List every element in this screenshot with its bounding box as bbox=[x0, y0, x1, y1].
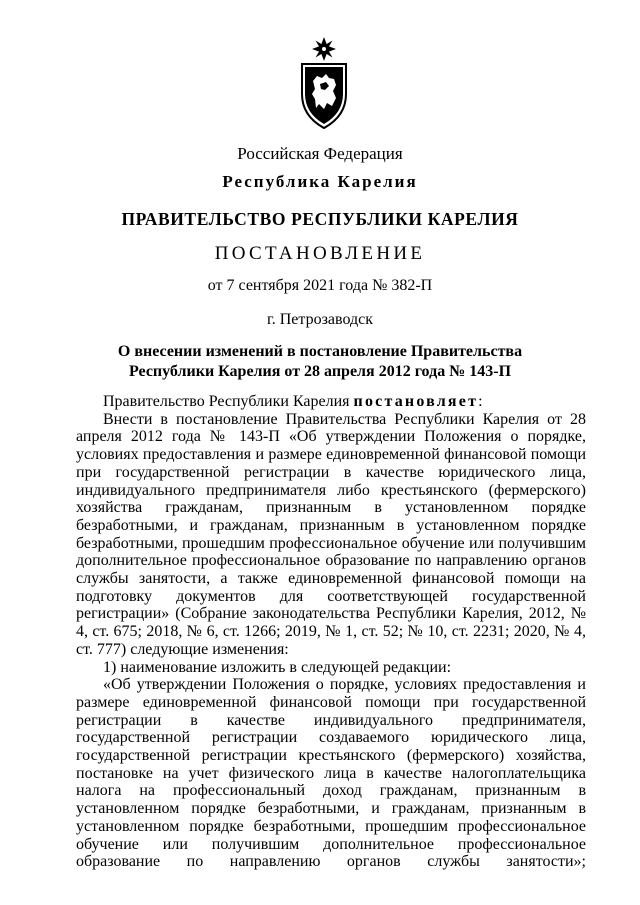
country-name: Российская Федерация bbox=[237, 144, 403, 163]
intro-suffix: : bbox=[478, 393, 483, 410]
intro-prefix: Правительство Республики Карелия bbox=[103, 393, 354, 410]
item-1: 1) наименование изложить в следующей редакции: bbox=[103, 658, 452, 676]
title-line-2: Республики Карелия от 28 апреля 2012 года № 143-П bbox=[128, 362, 512, 380]
intro-action: постановляет bbox=[353, 393, 479, 410]
karelia-coat-of-arms-icon bbox=[298, 36, 350, 131]
document-type: ПОСТАНОВЛЕНИЕ bbox=[214, 243, 426, 264]
intro-paragraph bbox=[76, 393, 586, 411]
title-line-1: О внесении изменений в постановление Правительства bbox=[117, 343, 523, 360]
republic-name: Республика Карелия bbox=[222, 172, 418, 191]
main-paragraph: Внести в постановление Правительства Республики Карелия от 28 апреля 2012 года № 143-П «Об утверждении Положения о порядке, условиях предоставления и размере единовременной финансовой помощи при государственной регистрации в качестве юридического лица, индивидуального предпринимателя либо крестьянского (фермерского) хозяйства гражданам, признанным в установленном порядке безработными, и гражданам, признанным в установленном порядке безработными, прошедшим профессиональное обучение или получившим дополнительное профессиональное образование по направлению органов службы занятости, а также единовременной финансовой помощи на подготовку документов для соответствующей государственной регистрации» (Собрание законодательства Республики Карелия, 2012, № 4, ст. 675; 2018, № 6, ст. 1266; 2019, № 1, ст. 52; № 10, ст. 2231; 2020, № 4, ст. 777) следующие изменения: bbox=[76, 410, 586, 658]
city-line: г. Петрозаводск bbox=[266, 311, 374, 328]
quoted-title: «Об утверждении Положения о порядке, условиях предоставления и размере единовременной финансовой помощи при государственной регистрации в качестве индивидуального предпринимателя, государственной регистрации создаваемого юридического лица, государственной регистрации крестьянского (фермерского) хозяйства, постановке на учет физического лица в качестве налогоплательщика налога на профессиональный доход гражданам, признанным в установленном порядке безработными, и гражданам, признанным в установленном порядке безработными, прошедшим профессиональное обучение или получившим дополнительное профессиональное образование по направлению органов службы занятости»; bbox=[76, 676, 586, 871]
document-body bbox=[76, 393, 586, 871]
date-number-line: от 7 сентября 2021 года № 382-П bbox=[207, 277, 433, 294]
document-title bbox=[0, 342, 640, 381]
government-name: ПРАВИТЕЛЬСТВО РЕСПУБЛИКИ КАРЕЛИЯ bbox=[121, 209, 519, 229]
